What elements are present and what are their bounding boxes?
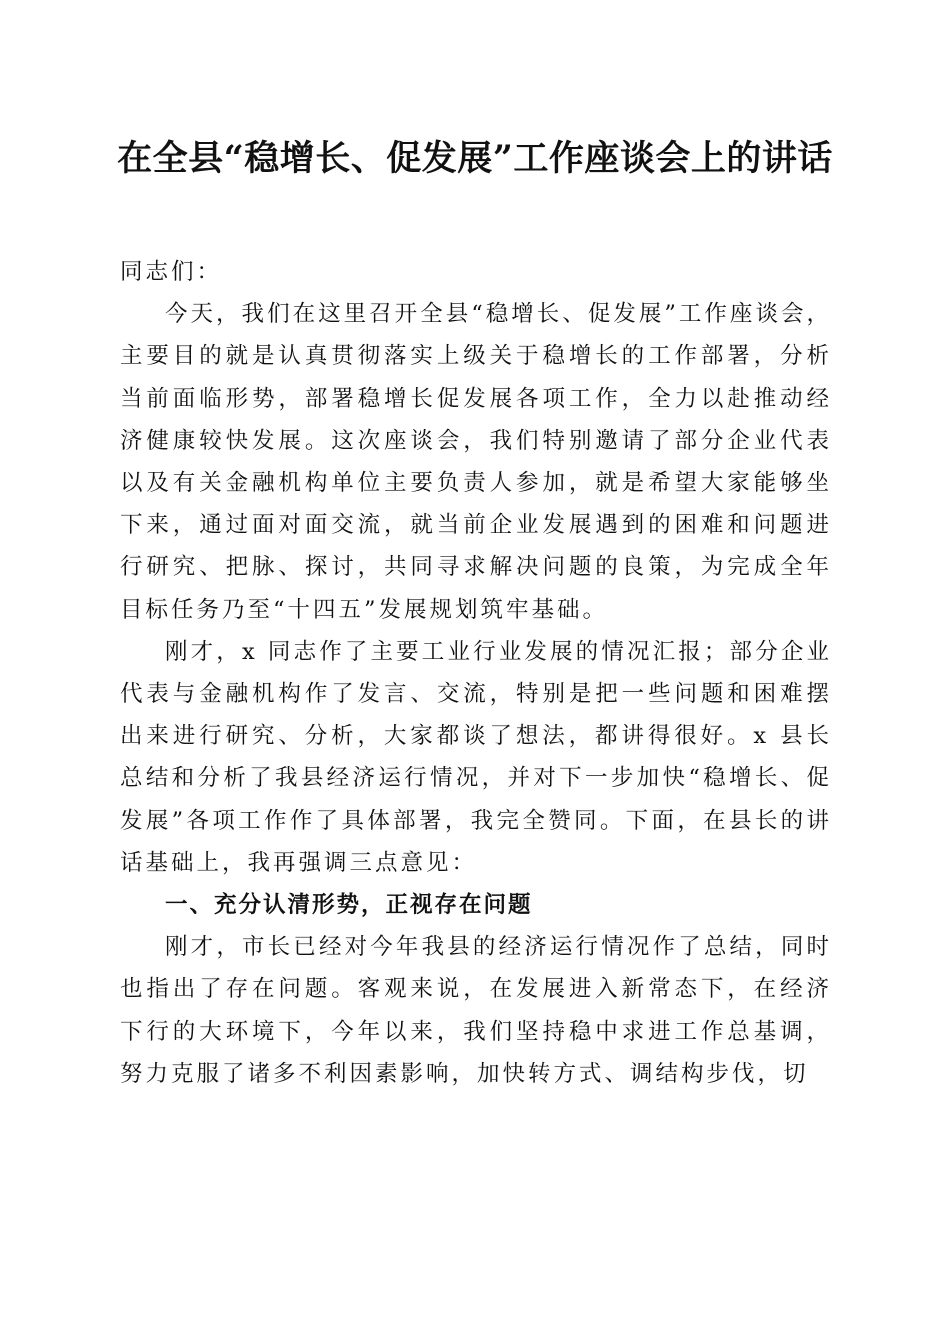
section-paragraph: 刚才，市长已经对今年我县的经济运行情况作了总结，同时也指出了存在问题。客观来说，在发展进入新常态下，在经济下行的大环境下，今年以来，我们坚持稳中求进工作总基调，努力克服了诸多不利因素影响，加快转方式、调结构步伐，切: [120, 934, 832, 1087]
document-body: [120, 251, 832, 1095]
document-title: 在全县“稳增长、促发展”工作座谈会上的讲话: [117, 138, 833, 179]
salutation: 同志们：: [120, 259, 223, 285]
section-heading: 一、充分认清形势，正视存在问题: [165, 892, 533, 919]
paragraph-summary: 刚才，x 同志作了主要工业行业发展的情况汇报；部分企业代表与金融机构作了发言、交流，特别是把一些问题和困难摆出来进行研究、分析，大家都谈了想法，都讲得很好。x 县长总结和分析了我县经济运行情况，并对下一步加快“稳增长、促发展”各项工作作了具体部署，我完全赞同。下面，在县长的讲话基础上，我再强调三点意见：: [120, 638, 832, 876]
paragraph-intro: 今天，我们在这里召开全县“稳增长、促发展”工作座谈会，主要目的就是认真贯彻落实上级关于稳增长的工作部署，分析当前面临形势，部署稳增长促发展各项工作，全力以赴推动经济健康较快发展。这次座谈会，我们特别邀请了部分企业代表以及有关金融机构单位主要负责人参加，就是希望大家能够坐下来，通过面对面交流，就当前企业发展遇到的困难和问题进行研究、把脉、探讨，共同寻求解决问题的良策，为完成全年目标任务乃至“十四五”发展规划筑牢基础。: [120, 301, 832, 623]
